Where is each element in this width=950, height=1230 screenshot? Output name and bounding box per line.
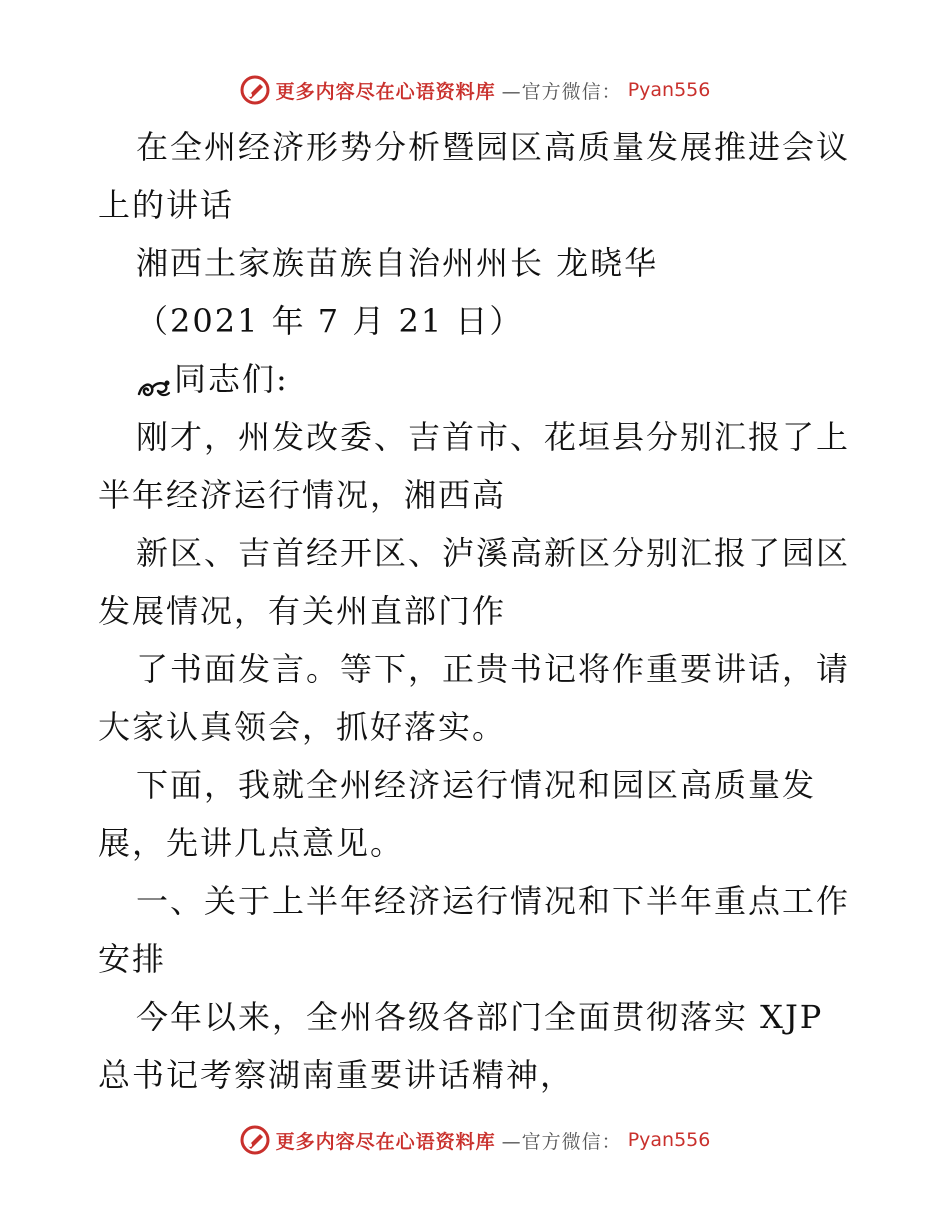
document-title: 在全州经济形势分析暨园区高质量发展推进会议上的讲话 xyxy=(98,128,851,224)
paragraph: 今年以来，全州各级各部门全面贯彻落实 XJP 总书记考察湖南重要讲话精神， xyxy=(98,998,824,1094)
watermark-account: Pyan556 xyxy=(627,1129,711,1151)
paragraph: 了书面发言。等下，正贵书记将作重要讲话，请大家认真领会，抓好落实。 xyxy=(98,650,851,746)
section-heading: 一、关于上半年经济运行情况和下半年重点工作安排 xyxy=(98,882,851,978)
paragraph: 刚才，州发改委、吉首市、花垣县分别汇报了上半年经济运行情况，湘西高 xyxy=(98,418,851,514)
watermark-separator: —官方微信： xyxy=(501,80,622,103)
pen-logo-icon xyxy=(240,1125,270,1155)
watermark-account: Pyan556 xyxy=(627,79,711,101)
salutation-line xyxy=(98,350,858,408)
watermark-separator: —官方微信： xyxy=(501,1130,622,1153)
paragraph: 下面，我就全州经济运行情况和园区高质量发展，先讲几点意见。 xyxy=(98,766,817,862)
speaker-line: 湘西土家族苗族自治州州长 龙晓华 xyxy=(136,244,659,282)
watermark-slogan: 更多内容尽在心语资料库 xyxy=(275,1130,496,1153)
watermark-slogan: 更多内容尽在心语资料库 xyxy=(275,80,496,103)
speech-date: （2021 年 7 月 21 日） xyxy=(136,302,524,340)
document-body xyxy=(98,118,858,1104)
header-watermark xyxy=(0,70,950,110)
ornament-icon xyxy=(98,364,134,394)
footer-watermark xyxy=(0,1120,950,1160)
salutation-text: 同志们: xyxy=(174,360,289,398)
pen-logo-icon xyxy=(240,75,270,105)
paragraph: 新区、吉首经开区、泸溪高新区分别汇报了园区发展情况，有关州直部门作 xyxy=(98,534,851,630)
